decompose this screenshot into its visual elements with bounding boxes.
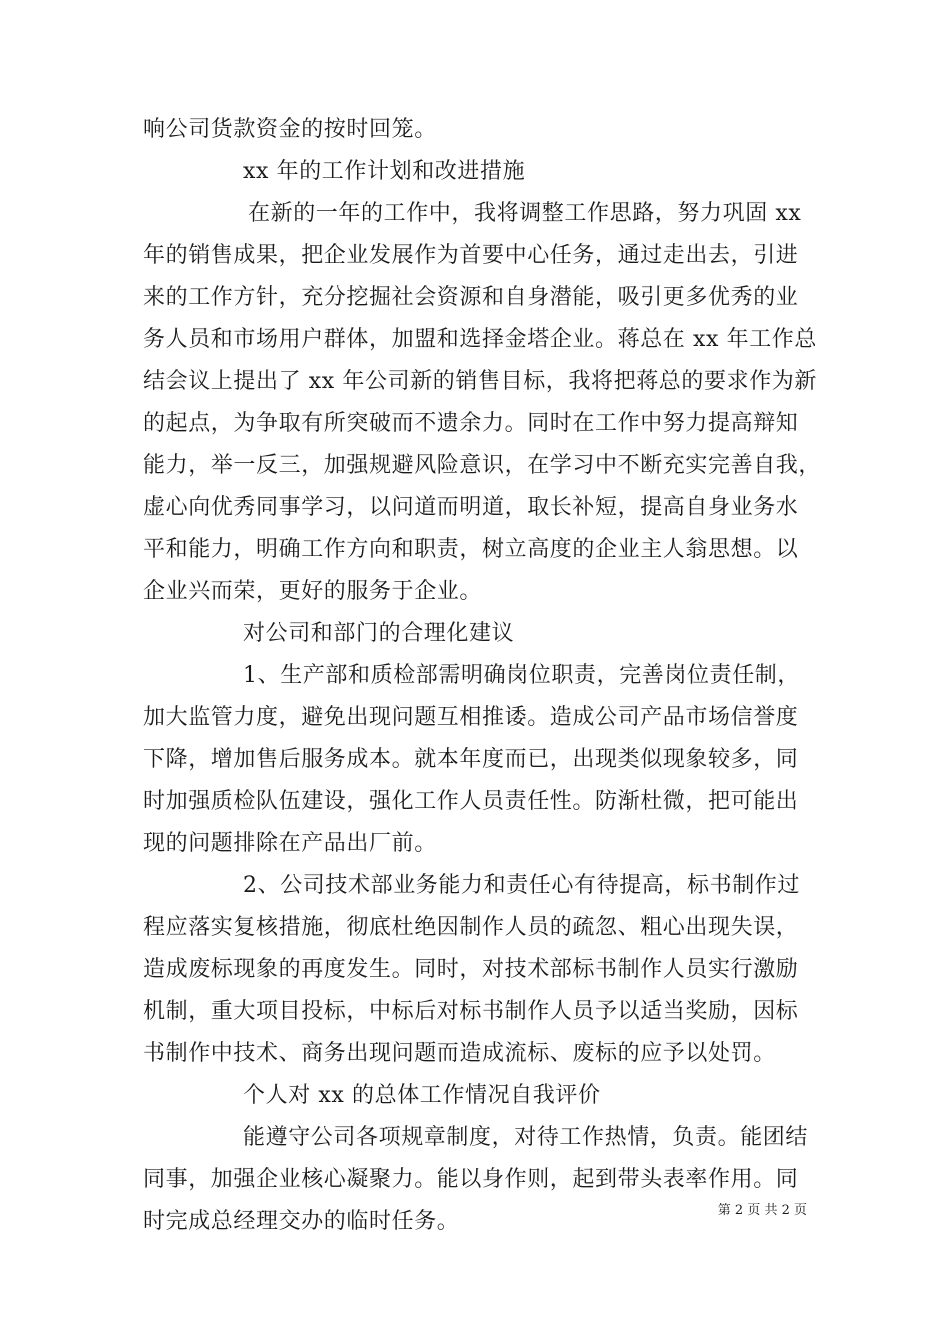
section-heading: xx 年的工作计划和改进措施 (243, 159, 526, 184)
body-text-line: 1、生产部和质检部需明确岗位职责，完善岗位责任制， (243, 663, 800, 688)
body-text-line: 程应落实复核措施，彻底杜绝因制作人员的疏忽、粗心出现失误， (143, 915, 799, 940)
body-text-line: 现的问题排除在产品出厂前。 (143, 831, 437, 856)
body-text-line: 务人员和市场用户群体，加盟和选择金塔企业。蒋总在 xx 年工作总 (143, 327, 818, 352)
body-text-line: 企业兴而荣，更好的服务于企业。 (143, 579, 483, 604)
body-text-line: 平和能力，明确工作方向和职责，树立高度的企业主人翁思想。以 (143, 537, 799, 562)
body-text-line: 响公司货款资金的按时回笼。 (143, 117, 437, 142)
body-text-line: 时加强质检队伍建设，强化工作人员责任性。防渐杜微，把可能出 (143, 789, 799, 814)
section-heading: 对公司和部门的合理化建议 (243, 621, 515, 646)
body-text-line: 能遵守公司各项规章制度，对待工作热情，负责。能团结 (243, 1125, 809, 1150)
body-text-line: 机制，重大项目投标，中标后对标书制作人员予以适当奖励，因标 (143, 999, 799, 1024)
body-text-line: 的起点，为争取有所突破而不遗余力。同时在工作中努力提高辩知 (143, 411, 799, 436)
body-text-line: 虚心向优秀同事学习，以问道而明道，取长补短，提高自身业务水 (143, 495, 799, 520)
section-heading: 个人对 xx 的总体工作情况自我评价 (243, 1083, 601, 1108)
body-text-line: 书制作中技术、商务出现问题而造成流标、废标的应予以处罚。 (143, 1041, 776, 1066)
page-number-footer: 第 2 页 共 2 页 (717, 1203, 807, 1218)
body-text-line: 能力，举一反三，加强规避风险意识，在学习中不断充实完善自我， (143, 453, 822, 478)
body-text-line: 同事，加强企业核心凝聚力。能以身作则，起到带头表率作用。同 (143, 1167, 799, 1192)
body-text-line: 在新的一年的工作中，我将调整工作思路，努力巩固 xx (248, 201, 802, 226)
body-text-line: 结会议上提出了 xx 年公司新的销售目标，我将把蒋总的要求作为新 (143, 369, 818, 394)
body-text-line: 2、公司技术部业务能力和责任心有待提高，标书制作过 (243, 873, 800, 898)
body-text-line: 造成废标现象的再度发生。同时，对技术部标书制作人员实行激励 (143, 957, 799, 982)
body-text-line: 加大监管力度，避免出现问题互相推诿。造成公司产品市场信誉度 (143, 705, 799, 730)
body-text-line: 下降，增加售后服务成本。就本年度而已，出现类似现象较多，同 (143, 747, 799, 772)
body-text-line: 来的工作方针，充分挖掘社会资源和自身潜能，吸引更多优秀的业 (143, 285, 799, 310)
body-text-line: 时完成总经理交办的临时任务。 (143, 1209, 460, 1234)
body-text-line: 年的销售成果，把企业发展作为首要中心任务，通过走出去，引进 (143, 243, 799, 268)
